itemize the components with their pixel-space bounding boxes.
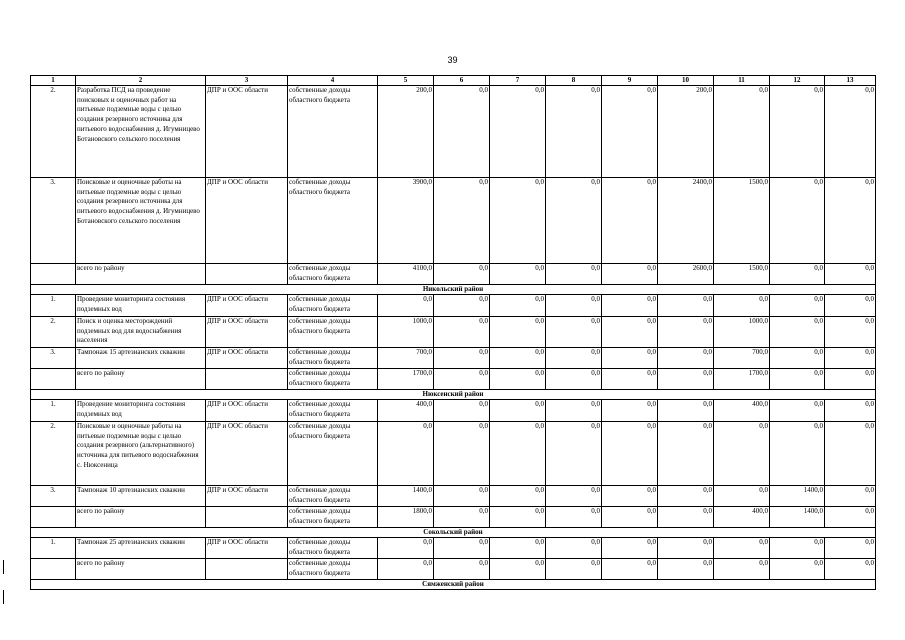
district-name: Сямженский район [31, 580, 876, 590]
value-col-9: 0,0 [602, 86, 658, 178]
value-col-6: 0,0 [434, 295, 490, 317]
column-header-9: 9 [602, 76, 658, 86]
district-name: Нюксенский район [31, 390, 876, 400]
funding-source: собственные доходы областного бюджета [288, 317, 378, 348]
funding-source: собственные доходы областного бюджета [288, 178, 378, 264]
table-row [31, 348, 876, 369]
value-col-11: 1700,0 [714, 369, 770, 390]
value-col-7: 0,0 [490, 507, 546, 528]
value-col-10: 0,0 [658, 295, 714, 317]
executor: ДПР и ООС области [206, 178, 288, 264]
row-number [31, 264, 76, 285]
row-number: 2. [31, 422, 76, 486]
value-col-8: 0,0 [546, 178, 602, 264]
table-row [31, 178, 876, 264]
value-col-13: 0,0 [825, 538, 876, 559]
value-col-9: 0,0 [602, 507, 658, 528]
district-header-row [31, 580, 876, 590]
executor [206, 507, 288, 528]
row-number: 2. [31, 86, 76, 178]
value-col-12: 0,0 [770, 317, 825, 348]
executor: ДПР и ООС области [206, 400, 288, 422]
value-col-9: 0,0 [602, 538, 658, 559]
district-header-row [31, 390, 876, 400]
row-number: 2. [31, 317, 76, 348]
value-col-9: 0,0 [602, 369, 658, 390]
column-header-6: 6 [434, 76, 490, 86]
value-col-11: 0,0 [714, 559, 770, 580]
table-row [31, 86, 876, 178]
executor: ДПР и ООС области [206, 486, 288, 507]
funding-source: собственные доходы областного бюджета [288, 422, 378, 486]
page-edge-mark [3, 560, 4, 574]
executor [206, 369, 288, 390]
value-col-10: 0,0 [658, 422, 714, 486]
row-number: 1. [31, 400, 76, 422]
value-col-13: 0,0 [825, 348, 876, 369]
value-col-8: 0,0 [546, 400, 602, 422]
table-row [31, 486, 876, 507]
value-col-6: 0,0 [434, 369, 490, 390]
measure-name: всего по району [76, 507, 206, 528]
value-col-5: 700,0 [378, 348, 434, 369]
value-col-5: 0,0 [378, 559, 434, 580]
value-col-13: 0,0 [825, 422, 876, 486]
value-col-9: 0,0 [602, 486, 658, 507]
value-col-7: 0,0 [490, 86, 546, 178]
measure-name: всего по району [76, 264, 206, 285]
value-col-11: 0,0 [714, 86, 770, 178]
value-col-12: 1400,0 [770, 486, 825, 507]
value-col-7: 0,0 [490, 348, 546, 369]
value-col-11: 700,0 [714, 348, 770, 369]
value-col-5: 0,0 [378, 538, 434, 559]
value-col-13: 0,0 [825, 86, 876, 178]
column-header-3: 3 [206, 76, 288, 86]
value-col-6: 0,0 [434, 86, 490, 178]
executor [206, 264, 288, 285]
value-col-11: 0,0 [714, 295, 770, 317]
table-row [31, 295, 876, 317]
column-header-12: 12 [770, 76, 825, 86]
value-col-10: 2400,0 [658, 178, 714, 264]
measure-name: всего по району [76, 369, 206, 390]
value-col-9: 0,0 [602, 317, 658, 348]
value-col-8: 0,0 [546, 369, 602, 390]
value-col-8: 0,0 [546, 295, 602, 317]
executor: ДПР и ООС области [206, 86, 288, 178]
value-col-8: 0,0 [546, 507, 602, 528]
district-total-row [31, 559, 876, 580]
table-row [31, 538, 876, 559]
executor: ДПР и ООС области [206, 295, 288, 317]
value-col-7: 0,0 [490, 422, 546, 486]
row-number: 3. [31, 178, 76, 264]
value-col-6: 0,0 [434, 264, 490, 285]
value-col-11: 1500,0 [714, 264, 770, 285]
district-total-row [31, 369, 876, 390]
funding-source: собственные доходы областного бюджета [288, 486, 378, 507]
value-col-5: 3900,0 [378, 178, 434, 264]
value-col-5: 1000,0 [378, 317, 434, 348]
value-col-5: 200,0 [378, 86, 434, 178]
column-header-2: 2 [76, 76, 206, 86]
value-col-9: 0,0 [602, 295, 658, 317]
value-col-10: 0,0 [658, 348, 714, 369]
value-col-13: 0,0 [825, 178, 876, 264]
value-col-13: 0,0 [825, 400, 876, 422]
page-edge-mark [3, 590, 4, 604]
value-col-12: 0,0 [770, 422, 825, 486]
value-col-5: 1800,0 [378, 507, 434, 528]
executor: ДПР и ООС области [206, 422, 288, 486]
value-col-11: 1500,0 [714, 178, 770, 264]
column-header-8: 8 [546, 76, 602, 86]
value-col-6: 0,0 [434, 486, 490, 507]
value-col-12: 0,0 [770, 369, 825, 390]
funding-source: собственные доходы областного бюджета [288, 400, 378, 422]
funding-source: собственные доходы областного бюджета [288, 559, 378, 580]
value-col-5: 0,0 [378, 422, 434, 486]
value-col-7: 0,0 [490, 178, 546, 264]
value-col-10: 0,0 [658, 486, 714, 507]
executor [206, 559, 288, 580]
value-col-5: 4100,0 [378, 264, 434, 285]
value-col-9: 0,0 [602, 559, 658, 580]
district-total-row [31, 507, 876, 528]
measure-name: Поиск и оценка месторождений подземных вод для водоснабжения населения [76, 317, 206, 348]
value-col-7: 0,0 [490, 538, 546, 559]
value-col-8: 0,0 [546, 422, 602, 486]
value-col-8: 0,0 [546, 264, 602, 285]
value-col-13: 0,0 [825, 295, 876, 317]
value-col-13: 0,0 [825, 507, 876, 528]
district-header-row [31, 528, 876, 538]
executor: ДПР и ООС области [206, 348, 288, 369]
district-header-row [31, 285, 876, 295]
column-header-13: 13 [825, 76, 876, 86]
value-col-12: 0,0 [770, 400, 825, 422]
value-col-10: 0,0 [658, 317, 714, 348]
funding-source: собственные доходы областного бюджета [288, 295, 378, 317]
value-col-13: 0,0 [825, 369, 876, 390]
measure-name: Поисковые и оценочные работы на питьевые подземные воды с целью создания резервного источника для питьевого водоснабжения д. Игумницево Ботановского сельского поселения [76, 178, 206, 264]
value-col-13: 0,0 [825, 264, 876, 285]
funding-source: собственные доходы областного бюджета [288, 507, 378, 528]
measure-name: Проведение мониторинга состояния подземных вод [76, 295, 206, 317]
value-col-12: 1400,0 [770, 507, 825, 528]
district-name: Никольский район [31, 285, 876, 295]
value-col-6: 0,0 [434, 348, 490, 369]
value-col-11: 0,0 [714, 486, 770, 507]
budget-table [30, 75, 876, 590]
value-col-9: 0,0 [602, 264, 658, 285]
measure-name: Тампонаж 25 артезианских скважин [76, 538, 206, 559]
value-col-8: 0,0 [546, 538, 602, 559]
executor: ДПР и ООС области [206, 317, 288, 348]
column-header-4: 4 [288, 76, 378, 86]
funding-source: собственные доходы областного бюджета [288, 86, 378, 178]
row-number: 1. [31, 538, 76, 559]
value-col-8: 0,0 [546, 486, 602, 507]
value-col-12: 0,0 [770, 538, 825, 559]
value-col-8: 0,0 [546, 559, 602, 580]
value-col-9: 0,0 [602, 422, 658, 486]
value-col-12: 0,0 [770, 295, 825, 317]
value-col-10: 0,0 [658, 369, 714, 390]
value-col-6: 0,0 [434, 317, 490, 348]
value-col-7: 0,0 [490, 264, 546, 285]
column-header-11: 11 [714, 76, 770, 86]
funding-source: собственные доходы областного бюджета [288, 264, 378, 285]
measure-name: Проведение мониторинга состояния подземных вод [76, 400, 206, 422]
table-header-row [31, 76, 876, 86]
value-col-8: 0,0 [546, 348, 602, 369]
value-col-5: 400,0 [378, 400, 434, 422]
table-row [31, 400, 876, 422]
district-name: Сокольский район [31, 528, 876, 538]
value-col-12: 0,0 [770, 559, 825, 580]
funding-source: собственные доходы областного бюджета [288, 538, 378, 559]
value-col-8: 0,0 [546, 317, 602, 348]
value-col-7: 0,0 [490, 486, 546, 507]
row-number [31, 559, 76, 580]
value-col-8: 0,0 [546, 86, 602, 178]
table-row [31, 317, 876, 348]
value-col-7: 0,0 [490, 559, 546, 580]
value-col-11: 400,0 [714, 400, 770, 422]
column-header-7: 7 [490, 76, 546, 86]
value-col-9: 0,0 [602, 400, 658, 422]
page-number: 39 [447, 55, 458, 65]
value-col-9: 0,0 [602, 348, 658, 369]
measure-name: Разработка ПСД на проведение поисковых и оценочных работ на питьевые подземные воды с целью создания резервного источника для питьевого водоснабжения д. Игумницево Ботановского сельского поселения [76, 86, 206, 178]
value-col-7: 0,0 [490, 317, 546, 348]
value-col-10: 2600,0 [658, 264, 714, 285]
value-col-10: 0,0 [658, 507, 714, 528]
value-col-6: 0,0 [434, 538, 490, 559]
row-number [31, 369, 76, 390]
value-col-6: 0,0 [434, 559, 490, 580]
district-total-row [31, 264, 876, 285]
value-col-12: 0,0 [770, 348, 825, 369]
value-col-7: 0,0 [490, 295, 546, 317]
value-col-10: 0,0 [658, 400, 714, 422]
value-col-5: 1700,0 [378, 369, 434, 390]
row-number [31, 507, 76, 528]
funding-source: собственные доходы областного бюджета [288, 348, 378, 369]
table-body [31, 86, 876, 590]
measure-name: Тампонаж 15 артезианских скважин [76, 348, 206, 369]
measure-name: Поисковые и оценочные работы на питьевые подземные воды с целью создания резервного (альтернативного) источника для питьевого водоснабжения с. Нюксеница [76, 422, 206, 486]
value-col-12: 0,0 [770, 264, 825, 285]
measure-name: всего по району [76, 559, 206, 580]
value-col-10: 0,0 [658, 538, 714, 559]
executor: ДПР и ООС области [206, 538, 288, 559]
row-number: 3. [31, 348, 76, 369]
row-number: 1. [31, 295, 76, 317]
value-col-12: 0,0 [770, 178, 825, 264]
row-number: 3. [31, 486, 76, 507]
value-col-11: 1000,0 [714, 317, 770, 348]
column-header-5: 5 [378, 76, 434, 86]
table-row [31, 422, 876, 486]
value-col-13: 0,0 [825, 317, 876, 348]
value-col-9: 0,0 [602, 178, 658, 264]
measure-name: Тампонаж 10 артезианских скважин [76, 486, 206, 507]
column-header-1: 1 [31, 76, 76, 86]
value-col-7: 0,0 [490, 369, 546, 390]
funding-source: собственные доходы областного бюджета [288, 369, 378, 390]
value-col-12: 0,0 [770, 86, 825, 178]
value-col-5: 1400,0 [378, 486, 434, 507]
value-col-10: 200,0 [658, 86, 714, 178]
value-col-11: 0,0 [714, 422, 770, 486]
value-col-6: 0,0 [434, 507, 490, 528]
value-col-6: 0,0 [434, 422, 490, 486]
value-col-7: 0,0 [490, 400, 546, 422]
value-col-6: 0,0 [434, 178, 490, 264]
value-col-10: 0,0 [658, 559, 714, 580]
value-col-13: 0,0 [825, 559, 876, 580]
value-col-11: 400,0 [714, 507, 770, 528]
value-col-5: 0,0 [378, 295, 434, 317]
value-col-13: 0,0 [825, 486, 876, 507]
value-col-6: 0,0 [434, 400, 490, 422]
column-header-10: 10 [658, 76, 714, 86]
value-col-11: 0,0 [714, 538, 770, 559]
